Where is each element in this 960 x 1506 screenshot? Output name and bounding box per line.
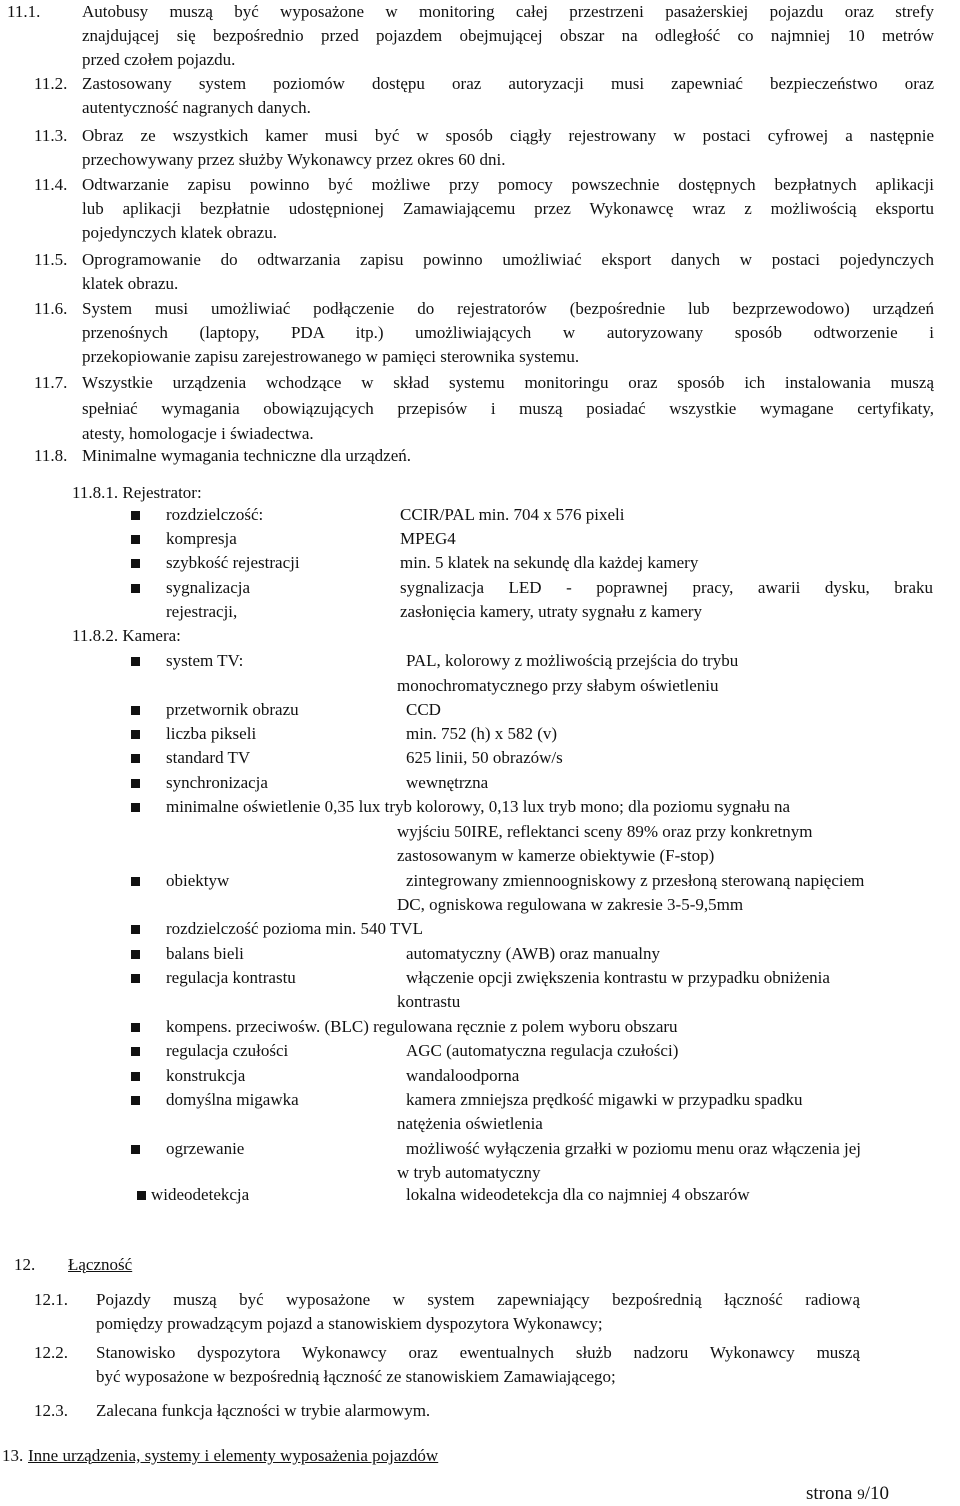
paragraph-line: Autobusy muszą być wyposażone w monitoring całej przestrzeni pasażerskiej pojazdu oraz strefy bbox=[82, 2, 934, 21]
spec-value: MPEG4 bbox=[400, 529, 456, 548]
bullet-square-icon bbox=[131, 1145, 140, 1154]
current-page: 9 bbox=[857, 1487, 865, 1503]
spec-label: system TV: bbox=[166, 651, 244, 670]
section-title: Łączność bbox=[68, 1255, 133, 1274]
item-number: 11.2. bbox=[34, 74, 68, 93]
spec-label: szybkość rejestracji bbox=[166, 553, 300, 572]
paragraph-line: Oprogramowanie do odtwarzania zapisu powinno umożliwiać eksport danych w postaci pojedynczych bbox=[82, 250, 934, 269]
spec-label: sygnalizacja bbox=[166, 578, 251, 597]
spec-value: włączenie opcji zwiększenia kontrastu w przypadku obniżenia bbox=[406, 968, 830, 987]
bullet-square-icon bbox=[131, 657, 140, 666]
subsection-heading: 11.8.2. Kamera: bbox=[72, 626, 181, 645]
bullet-square-icon bbox=[131, 1047, 140, 1056]
spec-label: konstrukcja bbox=[166, 1066, 246, 1085]
bullet-square-icon bbox=[131, 877, 140, 886]
spec-label: rozdzielczość: bbox=[166, 505, 264, 524]
section-number: 13. bbox=[2, 1446, 24, 1465]
paragraph-line: atesty, homologacje i świadectwa. bbox=[82, 424, 314, 443]
spec-value: sygnalizacja LED - poprawnej pracy, awarii dysku, braku bbox=[400, 578, 933, 597]
bullet-square-icon bbox=[131, 1023, 140, 1032]
spec-value: kontrastu bbox=[397, 992, 461, 1011]
bullet-square-icon bbox=[131, 1072, 140, 1081]
paragraph-line: przed czołem pojazdu. bbox=[82, 50, 236, 69]
paragraph-line: znajdującej się bezpośrednio przed pojazdem obejmującej obszar na odległość co najmniej 10 metrów bbox=[82, 26, 934, 45]
bullet-square-icon bbox=[137, 1191, 146, 1200]
paragraph-line: Wszystkie urządzenia wchodzące w skład systemu monitoringu oraz sposób ich instalowania muszą bbox=[82, 373, 934, 392]
spec-label: wideodetekcja bbox=[151, 1185, 250, 1204]
paragraph-line: autentyczność nagranych danych. bbox=[82, 98, 311, 117]
page-number bbox=[806, 1483, 889, 1506]
spec-value: wyjściu 50IRE, reflektanci sceny 89% oraz przy konkretnym bbox=[397, 822, 813, 841]
paragraph-line: lub aplikacji bezpłatnie udostępnionej Zamawiającemu przez Wykonawcę wraz z możliwością eksportu bbox=[82, 199, 934, 218]
paragraph-line: pomiędzy prowadzącym pojazd a stanowiskiem dyspozytora Wykonawcy; bbox=[96, 1314, 603, 1333]
spec-label: regulacja kontrastu bbox=[166, 968, 296, 987]
spec-label: rozdzielczość pozioma min. 540 TVL bbox=[166, 919, 423, 938]
paragraph-line: pojedynczych klatek obrazu. bbox=[82, 223, 277, 242]
spec-label: domyślna migawka bbox=[166, 1090, 299, 1109]
spec-value: natężenia oświetlenia bbox=[397, 1114, 543, 1133]
spec-label: kompens. przeciwośw. (BLC) regulowana ręcznie z polem wyboru obszaru bbox=[166, 1017, 678, 1036]
spec-label: standard TV bbox=[166, 748, 251, 767]
bullet-square-icon bbox=[131, 1096, 140, 1105]
paragraph-line: klatek obrazu. bbox=[82, 274, 179, 293]
bullet-square-icon bbox=[131, 779, 140, 788]
bullet-square-icon bbox=[131, 511, 140, 520]
paragraph-line: przekopiowanie zapisu zarejestrowanego w pamięci sterownika systemu. bbox=[82, 347, 580, 366]
spec-value: zasłonięcia kamery, utraty sygnału z kamery bbox=[400, 602, 702, 621]
spec-value: zintegrowany zmiennoogniskowy z przesłoną sterowaną napięciem bbox=[406, 871, 865, 890]
paragraph-line: Stanowisko dyspozytora Wykonawcy oraz ewentualnych służb nadzoru Wykonawcy muszą bbox=[96, 1343, 860, 1362]
section-title: Inne urządzenia, systemy i elementy wyposażenia pojazdów bbox=[28, 1446, 439, 1465]
spec-label: liczba pikseli bbox=[166, 724, 257, 743]
paragraph-line: być wyposażone w bezpośrednią łączność ze stanowiskiem Zamawiającego; bbox=[96, 1367, 616, 1386]
spec-value: PAL, kolorowy z możliwością przejścia do trybu bbox=[406, 651, 739, 670]
paragraph-line: Zastosowany system poziomów dostępu oraz autoryzacji musi zapewniać bezpieczeństwo oraz bbox=[82, 74, 934, 93]
paragraph-line: Pojazdy muszą być wyposażone w system zapewniający bezpośrednią łączność radiową bbox=[96, 1290, 860, 1309]
subsection-heading: 11.8.1. Rejestrator: bbox=[72, 483, 202, 502]
total-pages: 10 bbox=[869, 1483, 889, 1504]
paragraph-line: przenośnych (laptopy, PDA itp.) umożliwiających w autoryzowany sposób odtworzenie i bbox=[82, 323, 934, 342]
spec-value: możliwość wyłączenia grzałki w poziomu menu oraz włączenia jej bbox=[406, 1139, 862, 1158]
item-number: 11.6. bbox=[34, 299, 68, 318]
spec-value: AGC (automatyczna regulacja czułości) bbox=[406, 1041, 679, 1060]
spec-label: ogrzewanie bbox=[166, 1139, 245, 1158]
bullet-square-icon bbox=[131, 559, 140, 568]
item-number: 11.4. bbox=[34, 175, 68, 194]
item-number: 12.2. bbox=[34, 1343, 68, 1362]
bullet-square-icon bbox=[131, 803, 140, 812]
bullet-square-icon bbox=[131, 754, 140, 763]
item-number: 11.3. bbox=[34, 126, 68, 145]
bullet-square-icon bbox=[131, 706, 140, 715]
spec-value: w tryb automatyczny bbox=[397, 1163, 541, 1182]
page-prefix: strona bbox=[806, 1483, 858, 1504]
spec-label: balans bieli bbox=[166, 944, 244, 963]
spec-value: wandaloodporna bbox=[406, 1066, 520, 1085]
spec-value: automatyczny (AWB) oraz manualny bbox=[406, 944, 661, 963]
item-number: 11.7. bbox=[34, 373, 68, 392]
bullet-square-icon bbox=[131, 584, 140, 593]
spec-value: min. 5 klatek na sekundę dla każdej kamery bbox=[400, 553, 699, 572]
item-number: 12.3. bbox=[34, 1401, 68, 1420]
spec-label: synchronizacja bbox=[166, 773, 268, 792]
spec-value: lokalna wideodetekcja dla co najmniej 4 obszarów bbox=[406, 1185, 750, 1204]
bullet-square-icon bbox=[131, 925, 140, 934]
bullet-square-icon bbox=[131, 730, 140, 739]
paragraph-line: spełniać wymagania obowiązujących przepisów i muszą posiadać wszystkie wymagane certyfikaty, bbox=[82, 399, 934, 418]
item-number: 11.8. bbox=[34, 446, 68, 465]
spec-value: CCD bbox=[406, 700, 441, 719]
item-number: 12.1. bbox=[34, 1290, 68, 1309]
bullet-square-icon bbox=[131, 974, 140, 983]
spec-value: kamera zmniejsza prędkość migawki w przypadku spadku bbox=[406, 1090, 803, 1109]
spec-label: rejestracji, bbox=[166, 602, 238, 621]
spec-label: regulacja czułości bbox=[166, 1041, 289, 1060]
spec-label: minimalne oświetlenie 0,35 lux tryb kolorowy, 0,13 lux tryb mono; dla poziomu sygnału na bbox=[166, 797, 791, 816]
spec-value: DC, ogniskowa regulowana w zakresie 3-5-9,5mm bbox=[397, 895, 744, 914]
paragraph-line: System musi umożliwiać podłączenie do rejestratorów (bezpośrednie lub bezprzewodowo) urządzeń bbox=[82, 299, 934, 318]
spec-value: CCIR/PAL min. 704 x 576 pixeli bbox=[400, 505, 625, 524]
paragraph-line: Odtwarzanie zapisu powinno być możliwe przy pomocy powszechnie dostępnych bezpłatnych aplikacji bbox=[82, 175, 934, 194]
spec-label: obiektyw bbox=[166, 871, 230, 890]
section-number: 12. bbox=[14, 1255, 36, 1274]
paragraph-line: Obraz ze wszystkich kamer musi być w sposób ciągły rejestrowany w postaci cyfrowej a następnie bbox=[82, 126, 934, 145]
paragraph-line: przechowywany przez służby Wykonawcy przez okres 60 dni. bbox=[82, 150, 506, 169]
spec-value: zastosowanym w kamerze obiektywie (F-stop) bbox=[397, 846, 715, 865]
spec-value: 625 linii, 50 obrazów/s bbox=[406, 748, 563, 767]
paragraph-line: Zalecana funkcja łączności w trybie alarmowym. bbox=[96, 1401, 431, 1420]
page-separator: / bbox=[864, 1483, 870, 1504]
bullet-square-icon bbox=[131, 950, 140, 959]
spec-label: przetwornik obrazu bbox=[166, 700, 299, 719]
spec-value: monochromatycznego przy słabym oświetleniu bbox=[397, 676, 719, 695]
item-number: 11.1. bbox=[7, 2, 41, 21]
bullet-square-icon bbox=[131, 535, 140, 544]
spec-value: min. 752 (h) x 582 (v) bbox=[406, 724, 558, 743]
spec-value: wewnętrzna bbox=[406, 773, 489, 792]
spec-label: kompresja bbox=[166, 529, 237, 548]
item-number: 11.5. bbox=[34, 250, 68, 269]
paragraph-line: Minimalne wymagania techniczne dla urządzeń. bbox=[82, 446, 411, 465]
